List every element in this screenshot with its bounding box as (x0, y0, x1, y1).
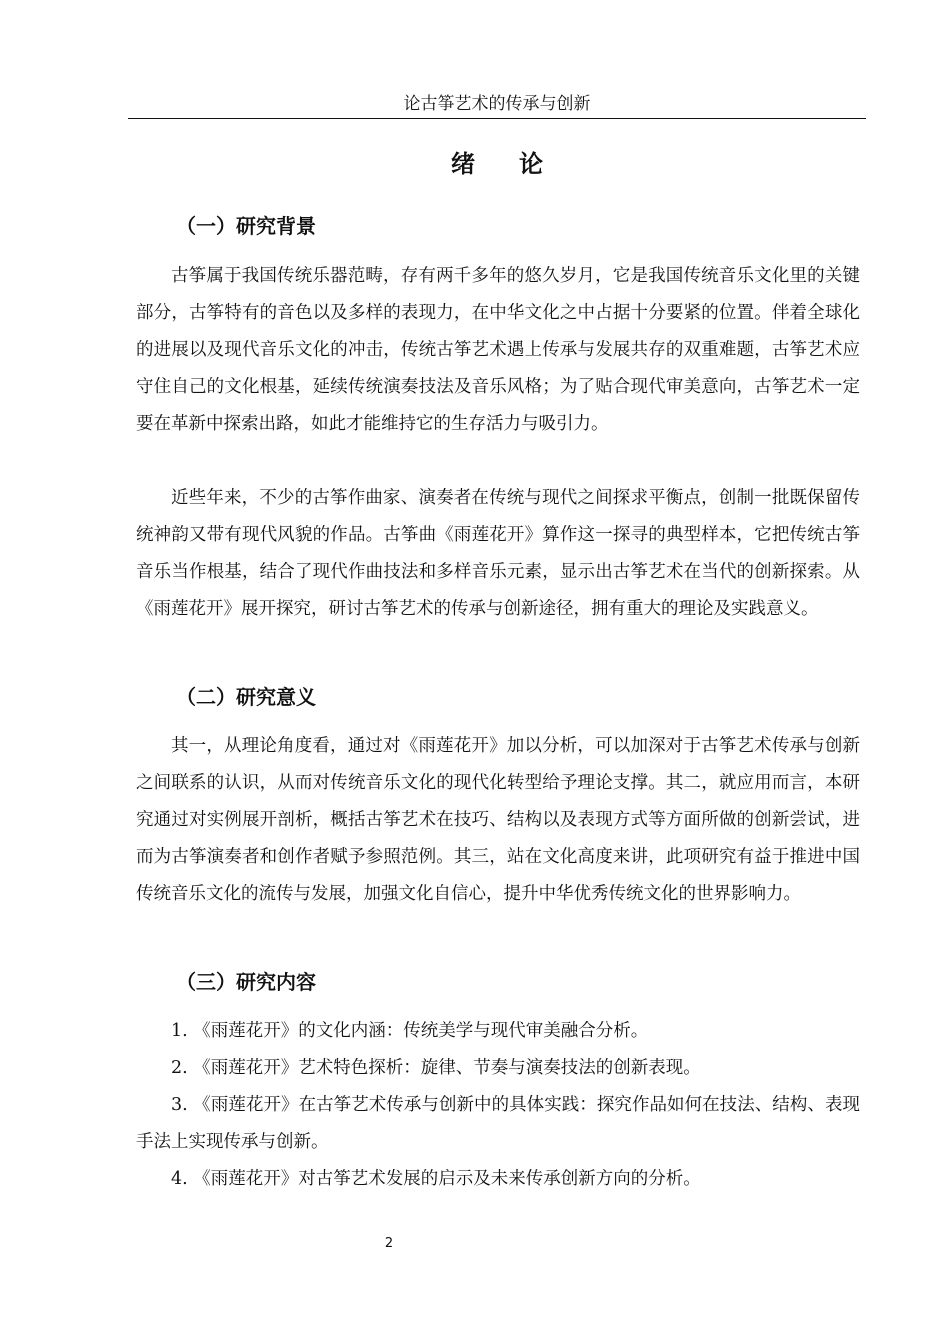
page-number: 2 (384, 1236, 394, 1251)
chapter-title: 绪论 (451, 150, 587, 178)
section-heading-content: （三）研究内容 (176, 970, 316, 994)
paragraph-significance: 其一，从理论角度看，通过对《雨莲花开》加以分析，可以加深对于古筝艺术传承与创新之间联系的认识，从而对传统音乐文化的现代化转型给予理论支撑。其二，就应用而言，本研究通过对实例展开剖析，概括古筝艺术在技巧、结构以及表现方式等方面所做的创新尝试，进而为古筝演奏者和创作者赋予参照范例。其三，站在文化高度来讲，此项研究有益于推进中国传统音乐文化的流传与发展，加强文化自信心，提升中华优秀传统文化的世界影响力。 (136, 736, 860, 904)
list-item-2: 2. 《雨莲花开》艺术特色探析：旋律、节奏与演奏技法的创新表现。 (171, 1058, 701, 1078)
running-header: 论古筝艺术的传承与创新 (128, 92, 866, 119)
list-item-3: 3. 《雨莲花开》在古筝艺术传承与创新中的具体实践：探究作品如何在技法、结构、表现手法上实现传承与创新。 (136, 1095, 860, 1152)
paragraph-background-1: 古筝属于我国传统乐器范畴，存有两千多年的悠久岁月，它是我国传统音乐文化里的关键部分，古筝特有的音色以及多样的表现力，在中华文化之中占据十分要紧的位置。伴着全球化的进展以及现代音乐文化的冲击，传统古筝艺术遇上传承与发展共存的双重难题，古筝艺术应守住自己的文化根基，延续传统演奏技法及音乐风格；为了贴合现代审美意向，古筝艺术一定要在革新中探索出路，如此才能维持它的生存活力与吸引力。 (136, 266, 860, 434)
list-item-1: 1. 《雨莲花开》的文化内涵：传统美学与现代审美融合分析。 (171, 1021, 649, 1041)
section-heading-significance: （二）研究意义 (176, 685, 316, 709)
section-heading-background: （一）研究背景 (176, 214, 316, 238)
paragraph-background-2: 近些年来，不少的古筝作曲家、演奏者在传统与现代之间探求平衡点，创制一批既保留传统神韵又带有现代风貌的作品。古筝曲《雨莲花开》算作这一探寻的典型样本，它把传统古筝音乐当作根基，结合了现代作曲技法和多样音乐元素，显示出古筝艺术在当代的创新探索。从《雨莲花开》展开探究，研讨古筝艺术的传承与创新途径，拥有重大的理论及实践意义。 (136, 488, 860, 619)
list-item-4: 4. 《雨莲花开》对古筝艺术发展的启示及未来传承创新方向的分析。 (171, 1169, 701, 1189)
